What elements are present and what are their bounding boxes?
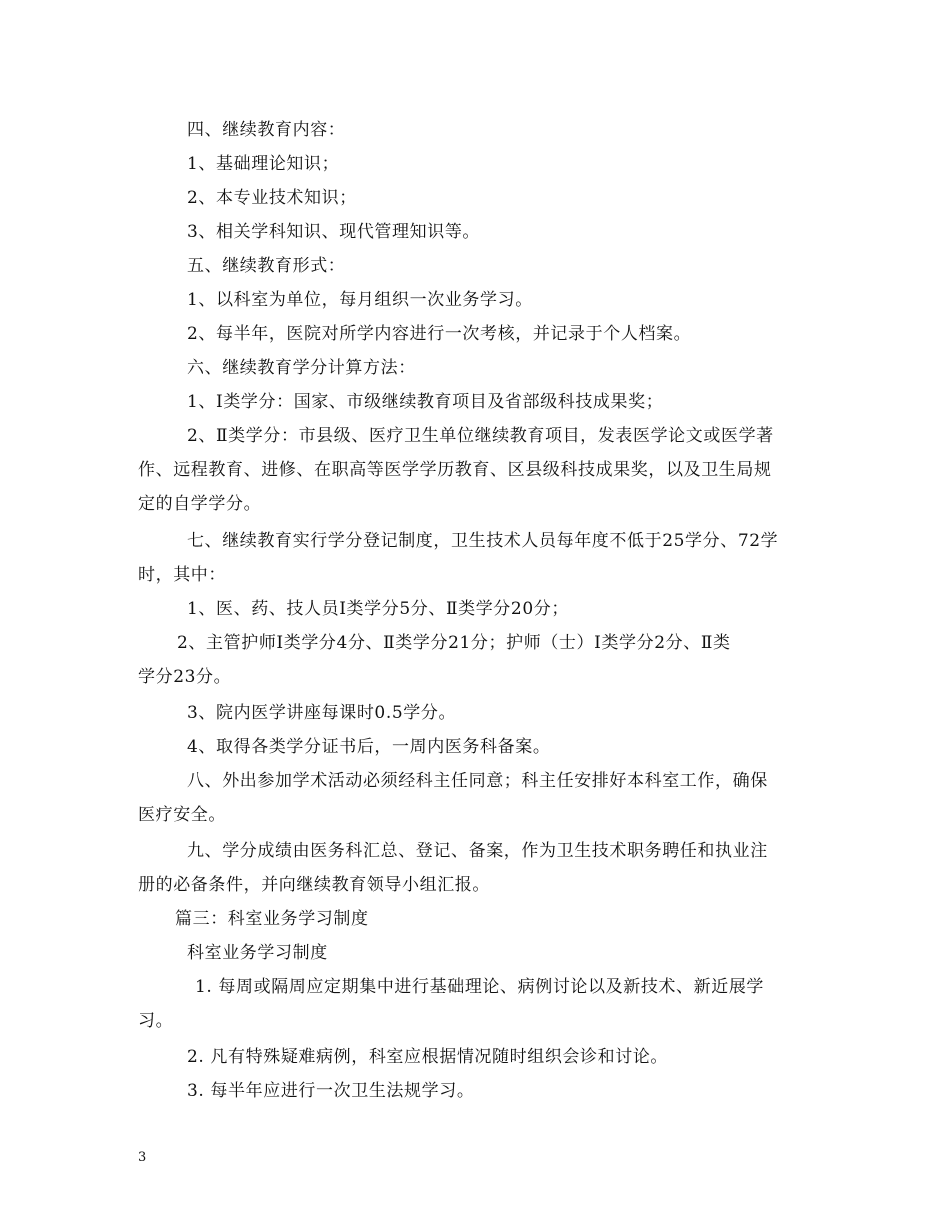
study-item-2: 2. 凡有特殊疑难病例，科室应根据情况随时组织会诊和讨论。 (187, 1047, 669, 1067)
heading-credit-method: 六、继续教育学分计算方法： (187, 358, 416, 378)
heading-content: 四、继续教育内容： (187, 120, 346, 140)
content-item-1: 1、基础理论知识； (187, 154, 340, 174)
section-seven: 七、继续教育实行学分登记制度，卫生技术人员每年度不低于25学分、72学 (187, 531, 779, 551)
requirement-item-2: 2、主管护师Ⅰ类学分4分、Ⅱ类学分21分；护师（士）Ⅰ类学分2分、Ⅱ类 (177, 633, 731, 653)
form-item-2: 2、每半年，医院对所学内容进行一次考核，并记录于个人档案。 (187, 324, 692, 344)
credit-item-2: 2、Ⅱ类学分：市县级、医疗卫生单位继续教育项目，发表医学论文或医学著 (187, 426, 774, 446)
study-item-1-end: 习。 (138, 1011, 174, 1031)
section-nine-end: 册的必备条件，并向继续教育领导小组汇报。 (138, 875, 490, 895)
requirement-item-4: 4、取得各类学分证书后，一周内医务科备案。 (187, 737, 551, 757)
section-seven-cont: 时，其中： (138, 565, 226, 585)
section-eight: 八、外出参加学术活动必须经科主任同意；科主任安排好本科室工作，确保 (187, 771, 768, 791)
form-item-1: 1、以科室为单位，每月组织一次业务学习。 (187, 290, 533, 310)
requirement-item-2-end: 学分23分。 (138, 667, 232, 687)
page-number: 3 (138, 1150, 147, 1165)
section-nine: 九、学分成绩由医务科汇总、登记、备案，作为卫生技术职务聘任和执业注 (187, 841, 768, 861)
credit-item-2-cont: 作、远程教育、进修、在职高等医学学历教育、区县级科技成果奖，以及卫生局规 (138, 460, 772, 480)
heading-form: 五、继续教育形式： (187, 256, 346, 276)
requirement-item-3: 3、院内医学讲座每课时0.5学分。 (187, 703, 457, 723)
section-eight-end: 医疗安全。 (138, 805, 226, 825)
credit-item-2-end: 定的自学学分。 (138, 494, 262, 514)
chapter-three-heading: 篇三：科室业务学习制度 (175, 909, 369, 929)
requirement-item-1: 1、医、药、技人员Ⅰ类学分5分、Ⅱ类学分20分； (187, 599, 569, 619)
study-item-3: 3. 每半年应进行一次卫生法规学习。 (187, 1081, 475, 1101)
credit-item-1: 1、Ⅰ类学分：国家、市级继续教育项目及省部级科技成果奖； (187, 392, 664, 412)
chapter-three-title: 科室业务学习制度 (187, 943, 328, 963)
content-item-2: 2、本专业技术知识； (187, 188, 357, 208)
study-item-1: 1. 每周或隔周应定期集中进行基础理论、病例讨论以及新技术、新近展学 (195, 977, 765, 997)
content-item-3: 3、相关学科知识、现代管理知识等。 (187, 222, 481, 242)
